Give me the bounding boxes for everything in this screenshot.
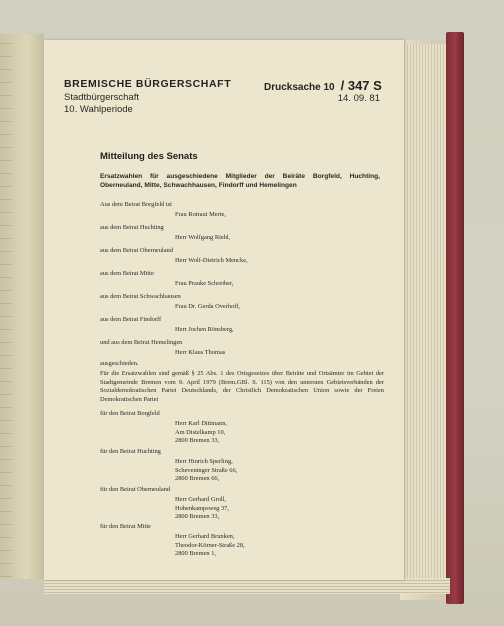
nomination-intro: für den Beirat Oberneuland	[100, 486, 171, 493]
departure-intro: Aus dem Beirat Borgfeld ist	[100, 201, 172, 208]
left-facing-page	[0, 34, 44, 579]
page-stack-bottom	[44, 578, 450, 594]
nomination-intro: für den Beirat Huchting	[100, 448, 161, 455]
departure-intro: und aus dem Beirat Hemelingen	[100, 339, 183, 346]
document-subject: Ersatzwahlen für ausgeschiedene Mitglieder der Beiräte Borgfeld, Huchting, Oberneuland, Mitte, Schwachhausen, Findorff und Hemelingen	[100, 173, 380, 189]
drucksache-label: Drucksache 10	[264, 82, 335, 93]
drucksache-number: / 347 S	[340, 78, 382, 93]
departure-person: Frau Rotraut Merte,	[175, 211, 226, 218]
nomination-intro: für den Beirat Mitte	[100, 523, 151, 530]
drucksache-reference	[264, 78, 382, 93]
departure-person: Herr Jochen Rönsberg,	[175, 326, 234, 333]
nominee-city: 2800 Bremen 66,	[175, 475, 220, 483]
nominee-city: 2800 Bremen 33,	[175, 513, 220, 521]
nominee-street: Scheveninger Straße 66,	[175, 466, 238, 474]
left-page-text-edge	[0, 34, 12, 579]
book-cover-spine	[446, 32, 464, 604]
proposal-paragraph: Für die Ersatzwahlen sind gemäß § 25 Abs. 1 des Ortsgesetzes über Beiräte und Ortsämter im Gebiet der Stadtgemeinde Bremen vom 9. April 1979 (Brem.GBl. S. 115) von den untersten Gebietsverbänden der Sozialdemokratischen Partei Deutschlands, der Christlich Demokratischen Union sowie der Freien Demokratischen Partei	[100, 370, 384, 403]
nominee-name: Herr Karl Dittmann,	[175, 420, 227, 427]
document-title: Mitteilung des Senats	[100, 151, 198, 162]
nominee-name: Herr Gerhard Brunken,	[175, 533, 235, 540]
departure-intro: aus dem Beirat Mitte	[100, 270, 154, 277]
nomination-intro: für den Beirat Borgfeld	[100, 410, 160, 417]
nominee-street: Hohenkampsweg 37,	[175, 504, 229, 512]
departed-text: ausgeschieden.	[100, 360, 139, 367]
nominee-address	[175, 496, 229, 522]
nominee-name: Herr Hinrich Sperling,	[175, 458, 233, 465]
nominee-address	[175, 458, 237, 484]
nominee-city: 2800 Bremen 33,	[175, 437, 220, 445]
departure-person: Herr Wolfgang Riehl,	[175, 234, 231, 241]
departure-person: Frau Dr. Gerda Overhoff,	[175, 303, 241, 310]
document-page	[44, 40, 404, 580]
departure-intro: aus dem Beirat Oberneuland	[100, 247, 173, 254]
nominee-address	[175, 420, 227, 446]
page-stack	[405, 44, 450, 592]
nominee-address	[175, 533, 245, 559]
departure-person: Frau Prauke Schreiber,	[175, 280, 234, 287]
nominee-street: Am Distelkamp 10,	[175, 428, 226, 436]
departure-person: Herr Klaus Thomas	[175, 349, 226, 356]
nominee-city: 2800 Bremen 1,	[175, 550, 216, 558]
nominee-name: Herr Gerhard Groll,	[175, 496, 226, 503]
departure-person: Herr Wolf-Dietrich Mencke,	[175, 257, 248, 264]
document-date: 14. 09. 81	[337, 93, 380, 104]
legislative-period: 10. Wahlperiode	[64, 104, 133, 115]
departure-intro: aus dem Beirat Huchting	[100, 224, 164, 231]
organization-name: BREMISCHE BÜRGERSCHAFT	[64, 78, 232, 90]
departure-intro: aus dem Beirat Schwachhausen	[100, 293, 181, 300]
chamber-name: Stadtbürgerschaft	[64, 92, 139, 103]
departure-intro: aus dem Beirat Findorff	[100, 316, 162, 323]
nominee-street: Theodor-Körner-Straße 28,	[175, 541, 245, 549]
